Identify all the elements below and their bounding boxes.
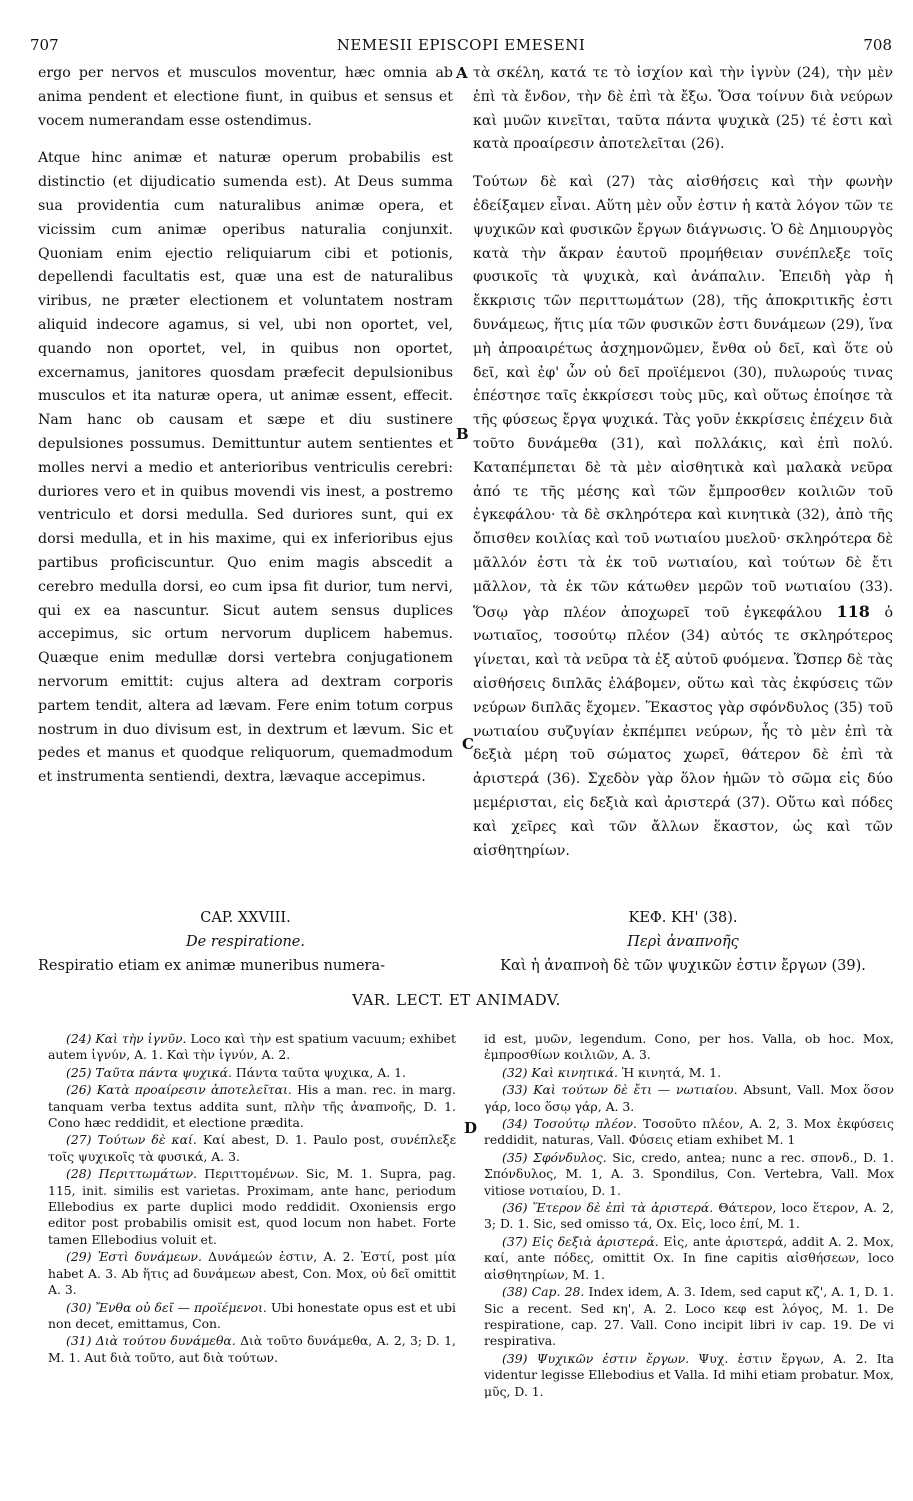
notes-left-column bbox=[48, 1031, 456, 1367]
note-lemma: (38) Cap. 28. bbox=[502, 1284, 585, 1300]
note-lemma: (29) Ἐστὶ δυνάμεων. bbox=[66, 1249, 202, 1265]
notes-right-column bbox=[484, 1031, 894, 1401]
latin-chapter-subtitle: De respiratione. bbox=[186, 934, 305, 950]
margin-letter-b: B bbox=[456, 425, 469, 443]
note-lemma: (34) Τοσούτῳ πλέον. bbox=[502, 1116, 637, 1132]
note-text: Διὰ τοῦτο δυνάμεθα, A. 2, 3; D. 1, M. 1. Aut διὰ τοῦτο, aut διὰ τούτων. bbox=[48, 1333, 456, 1365]
note-item bbox=[484, 1351, 894, 1400]
greek-column bbox=[473, 62, 893, 863]
note-text: Τοσοῦτο πλέον, A. 2, 3. Mox ἐκφύσεις reddidit, naturas, Vall. Φύσεις etiam exhibet M. 1 bbox=[484, 1116, 894, 1148]
note-lemma: (30) Ἔνθα οὐ δεῖ — προϊέμενοι. bbox=[66, 1299, 267, 1315]
note-item bbox=[48, 1249, 456, 1298]
latin-column bbox=[38, 62, 453, 790]
note-text: Πάντα ταῦτα ψυχικα, A. 1. bbox=[231, 1064, 406, 1080]
note-lemma: (37) Εἰς δεξιὰ ἀριστερά. bbox=[502, 1233, 659, 1249]
latin-chapter-heading bbox=[38, 906, 453, 978]
running-header bbox=[30, 36, 892, 58]
greek-chapter-subtitle: Περὶ ἀναπνοῆς bbox=[627, 934, 739, 950]
note-text: Περιττομένων. Sic, M. 1. Supra, pag. 115, init. similis est varietas. Proximam, ante hanc, periodum Ellebodius ex parte duplici modo reddidit. Oxoniensis ergo editor post probabilis omisit est, quod locum non habet. Forte tamen Ellebodius voluit et. bbox=[48, 1166, 456, 1247]
running-title: NEMESII EPISCOPI EMESENI bbox=[336, 36, 586, 54]
note-item bbox=[484, 1065, 894, 1081]
note-item bbox=[48, 1031, 456, 1064]
latin-paragraph-2: Atque hinc animæ et naturæ operum probabilis est distinctio (et dijudicatio sumenda est). At Deus summa sua providentia cum naturalibus animæ opera, et vicissim cum animæ operibus naturalia conjunxit. Quoniam enim ejectio reliquiarum cibi et potionis, depellendi facultatis est, quæ una est de naturalibus viribus, ne præter electionem et voluntatem nostram aliquid indecore agamus, si vel, ubi non oportet, vel, quando non oportet, vel, in quibus non oportet, excernamus, janitores quosdam præfecit depulsionibus musculos et ita naturæ opera, ut animæ essent, effecit. Nam hanc ob causam et sæpe et diu sustinere depulsiones possumus. Demittuntur autem sentientes et molles nervi a medio et anterioribus ventriculis cerebri: duriores vero et in quibus movendi vis inest, a postremo ventriculo et dorsi medulla. Sed duriores sunt, qui ex dorsi medulla, et in his maxime, qui ex inferioribus ejus partibus proficiscuntur. Quo enim magis abscedit a cerebro medulla dorsi, eo cum ipsa fit durior, tum nervi, qui ex ea nascuntur. Sicut autem sensus duplices accepimus, sic ortum nervorum duplicem habemus. Quæque enim medullæ dorsi vertebra conjugationem nervorum emittit: cujus altera ad dextram corporis partem tendit, altera ad lævam. Fere enim totum corpus nostrum in duo divisum est, in dextrum et lævum. Sic et pedes et manus et quodque reliquorum, quemadmodum et instrumenta sentiendi, dextra, lævaque accepimus. bbox=[38, 150, 453, 786]
note-item bbox=[484, 1031, 894, 1064]
note-text: id est, μυῶν, legendum. Cono, per hos. Valla, ob hoc. Mox, ἐμπροσθίων κοιλιῶν, A. 3. bbox=[484, 1031, 894, 1063]
note-item bbox=[48, 1132, 456, 1165]
note-lemma: (33) Καὶ τούτων δὲ ἔτι — νωτιαίου. bbox=[502, 1082, 738, 1098]
greek-chapter-first-line: Καὶ ἡ ἀναπνοὴ δὲ τῶν ψυχικῶν ἐστιν ἔργων (39). bbox=[500, 958, 866, 974]
note-text: Absunt, Vall. Mox ὅσον γάρ, loco ὅσῳ γάρ, A. 3. bbox=[484, 1082, 894, 1114]
note-item bbox=[48, 1300, 456, 1333]
margin-letter-a: A bbox=[456, 64, 468, 82]
note-item bbox=[484, 1150, 894, 1199]
note-text: Loco καὶ τὴν est spatium vacuum; exhibet autem ἰγνύν, A. 1. Καὶ τὴν ἰγνύν, A. 2. bbox=[48, 1031, 456, 1063]
note-lemma: (25) Ταῦτα πάντα ψυχικά. bbox=[66, 1064, 232, 1080]
margin-letter-d: D bbox=[464, 1119, 478, 1137]
note-text: Θάτερον, loco ἕτερον, A. 2, 3; D. 1. Sic, sed omisso τά, Ox. Εἰς, loco ἐπί, M. 1. bbox=[484, 1200, 894, 1232]
note-item bbox=[48, 1065, 456, 1081]
note-lemma: (35) Σφόνδυλος. bbox=[502, 1149, 607, 1165]
note-text: Ubi honestate opus est et ubi non decet, emittamus, Con. bbox=[48, 1299, 456, 1331]
note-lemma: (39) Ψυχικῶν ἐστιν ἔργων. bbox=[502, 1350, 690, 1366]
note-lemma: (27) Τούτων δὲ καί. bbox=[66, 1132, 197, 1148]
note-item bbox=[48, 1166, 456, 1248]
note-item bbox=[484, 1234, 894, 1283]
page-number-right: 708 bbox=[863, 36, 892, 54]
latin-paragraph-1: ergo per nervos et musculos moventur, hæc omnia ab anima pendent et electione fiunt, in quibus et sensus et vocem numerandam esse ostendimus. bbox=[38, 65, 453, 129]
greek-paragraph-1: τὰ σκέλη, κατά τε τὸ ἰσχίον καὶ τὴν ἰγνὺν (24), τὴν μὲν ἐπὶ τὰ ἔνδον, τὴν δὲ ἐπὶ τὰ ἔξω. Ὅσα τοίνυν διὰ νεύρων καὶ μυῶν κινεῖται, ταῦτα πάντα ψυχικὰ (25) τέ ἐστι καὶ κατὰ προαίρεσιν ἀποτελεῖται (26). bbox=[473, 65, 893, 153]
note-text: Εἰς, ante ἀριστερά, addit A. 2. Mox, καί, ante πόδες, omittit Ox. In fine capitis αἰσθήσεων, loco αἰσθητηρίων, M. 1. bbox=[484, 1233, 894, 1282]
latin-chapter-first-line: Respiratio etiam ex animæ muneribus numera- bbox=[38, 958, 385, 974]
note-item bbox=[484, 1082, 894, 1115]
note-text: Ψυχ. ἐστιν ἔργων, A. 2. Ita videntur legisse Ellebodius et Valla. Id mihi etiam probatur. Mox, μῦς, D. 1. bbox=[484, 1350, 894, 1399]
greek-chapter-title: ΚΕΦ. ΚΗ' (38). bbox=[628, 910, 738, 926]
note-item bbox=[48, 1333, 456, 1366]
note-item bbox=[484, 1284, 894, 1350]
note-item bbox=[48, 1082, 456, 1131]
original-page-number: 118 bbox=[836, 601, 870, 621]
note-item bbox=[484, 1200, 894, 1233]
page-number-left: 707 bbox=[30, 36, 59, 54]
note-lemma: (24) Καὶ τὴν ἰγνῦν. bbox=[66, 1031, 187, 1046]
latin-chapter-title: CAP. XXVIII. bbox=[200, 910, 291, 926]
note-lemma: (31) Διὰ τούτου δυνάμεθα. bbox=[66, 1333, 236, 1349]
note-lemma: (36) Ἕτερον δὲ ἐπὶ τὰ ἀριστερά. bbox=[502, 1200, 714, 1216]
margin-letter-c: C bbox=[462, 735, 474, 753]
greek-text-part-1: Τούτων δὲ καὶ (27) τὰς αἰσθήσεις καὶ τὴν φωνὴν ἐδείξαμεν εἶναι. Αὕτη μὲν οὖν ἐστιν ἡ κατὰ λόγον τῶν τε ψυχικῶν καὶ φυσικῶν ἔργων διάγνωσις. Ὁ δὲ Δημιουργὸς κατὰ τὴν ἄκραν ἑαυτοῦ προμήθειαν συνέπλεξε τοῖς φυσικοῖς τὰ ψυχικὰ, καὶ ἀνάπαλιν. Ἐπειδὴ γὰρ ἡ ἔκκρισις τῶν περιττωμάτων (28), τῆς ἀποκριτικῆς ἐστι δυνάμεως, ἥτις μία τῶν φυσικῶν ἐστι δυνάμεων (29), ἵνα μὴ ἀπροαιρέτως ἀσχημονῶμεν, ἔνθα οὐ δεῖ, καὶ ὅτε οὐ δεῖ, καὶ ἐφ' ὧν οὐ δεῖ προϊέμενοι (30), πυλωρούς τινας ἐπέστησε ταῖς ἐκκρίσεσι τοὺς μῦς, καὶ οὕτως ἐποίησε τὰ τῆς φύσεως ἔργα ψυχικά. Τὰς γοῦν ἐκκρίσεις ἐπέχειν διὰ τοῦτο δυνάμεθα (31), καὶ πολλάκις, καὶ ἐπὶ πολύ. Καταπέμπεται δὲ τὰ μὲν αἰσθητικὰ καὶ μαλακὰ νεῦρα ἀπό τε τῆς μέσης καὶ τῶν ἔμπροσθεν κοιλιῶν τοῦ ἐγκεφάλου· τὰ δὲ σκληρότερα καὶ κινητικὰ (32), ἀπὸ τῆς ὄπισθεν κοιλίας καὶ τοῦ νωτιαίου μυελοῦ· σκληρότερα δὲ μᾶλλόν ἐστι τὰ ἐκ τοῦ νωτιαίου, καὶ τούτων δὲ ἔτι μᾶλλον, τὰ ἐκ τῶν κάτωθεν μερῶν τοῦ νωτιαίου (33). Ὅσῳ γὰρ πλέον ἀποχωρεῖ τοῦ ἐγκεφάλου bbox=[473, 174, 893, 621]
note-text: Index idem, A. 3. Idem, sed caput κζ', A. 1, D. 1. Sic a recent. Sed κη', A. 2. Loco κεφ est λόγος, M. 1. De respiratione, cap. 27. Vall. Cono incipit libri iv cap. 19. De vi respirativa. bbox=[484, 1284, 894, 1349]
greek-paragraph-2 bbox=[473, 171, 893, 863]
note-text: Ἡ κινητά, M. 1. bbox=[617, 1064, 722, 1080]
note-text: Δυνάμεών ἐστιν, A. 2. Ἐστί, post μία habet A. 3. Ab ἥτις ad δυνάμεων abest, Con. Mox, οὐ δεῖ omittit A. 3. bbox=[48, 1249, 456, 1298]
note-text: Sic, credo, antea; nunc a rec. σπονδ., D. 1. Σπόνδυλος, M. 1, A. 3. Spondilus, Con. Vertebra, Vall. Mox vitiose νοτιαίου, D. 1. bbox=[484, 1149, 894, 1198]
note-lemma: (26) Κατὰ προαίρεσιν ἀποτελεῖται. bbox=[66, 1082, 292, 1098]
greek-text-part-2: ὁ νωτιαῖος, τοσούτῳ πλέον (34) αὐτός τε σκληρότερος γίνεται, καὶ τὰ νεῦρα τὰ ἐξ αὐτοῦ φυόμενα. Ὥσπερ δὲ τὰς αἰσθήσεις διπλᾶς ἐλάβομεν, οὕτω καὶ τὰς ἐκφύσεις τῶν νεύρων διπλᾶς ἔχομεν. Ἕκαστος γὰρ σφόνδυλος (35) τοῦ νωτιαίου συζυγίαν ἐκπέμπει νεύρων, ἧς τὸ μὲν ἐπὶ τὰ δεξιὰ μέρη τοῦ σώματος χωρεῖ, θάτερον δὲ ἐπὶ τὰ ἀριστερά (36). Σχεδὸν γὰρ ὅλον ἡμῶν τὸ σῶμα εἰς δύο μεμέρισται, εἰς δεξιὰ καὶ ἀριστερά (37). Οὕτω καὶ πόδες καὶ χεῖρες καὶ τῶν ἄλλων ἕκαστον, ὡς καὶ τῶν αἰσθητηρίων. bbox=[473, 604, 893, 859]
greek-chapter-heading bbox=[473, 906, 893, 978]
note-text: Καί abest, D. 1. Paulo post, συνέπλεξε τοῖς ψυχικοῖς τὰ φυσικά, A. 3. bbox=[48, 1132, 456, 1164]
note-item bbox=[484, 1116, 894, 1149]
note-text: His a man. rec. in marg. tanquam verba textus addita sunt, πλὴν τῆς ἀναπνοῆς, D. 1. Cono hæc reddidit, et electione prædita. bbox=[48, 1082, 456, 1131]
variant-readings-title: VAR. LECT. ET ANIMADV. bbox=[352, 991, 561, 1009]
note-lemma: (32) Καὶ κινητικά. bbox=[502, 1064, 618, 1080]
note-lemma: (28) Περιττωμάτων. bbox=[66, 1166, 198, 1182]
